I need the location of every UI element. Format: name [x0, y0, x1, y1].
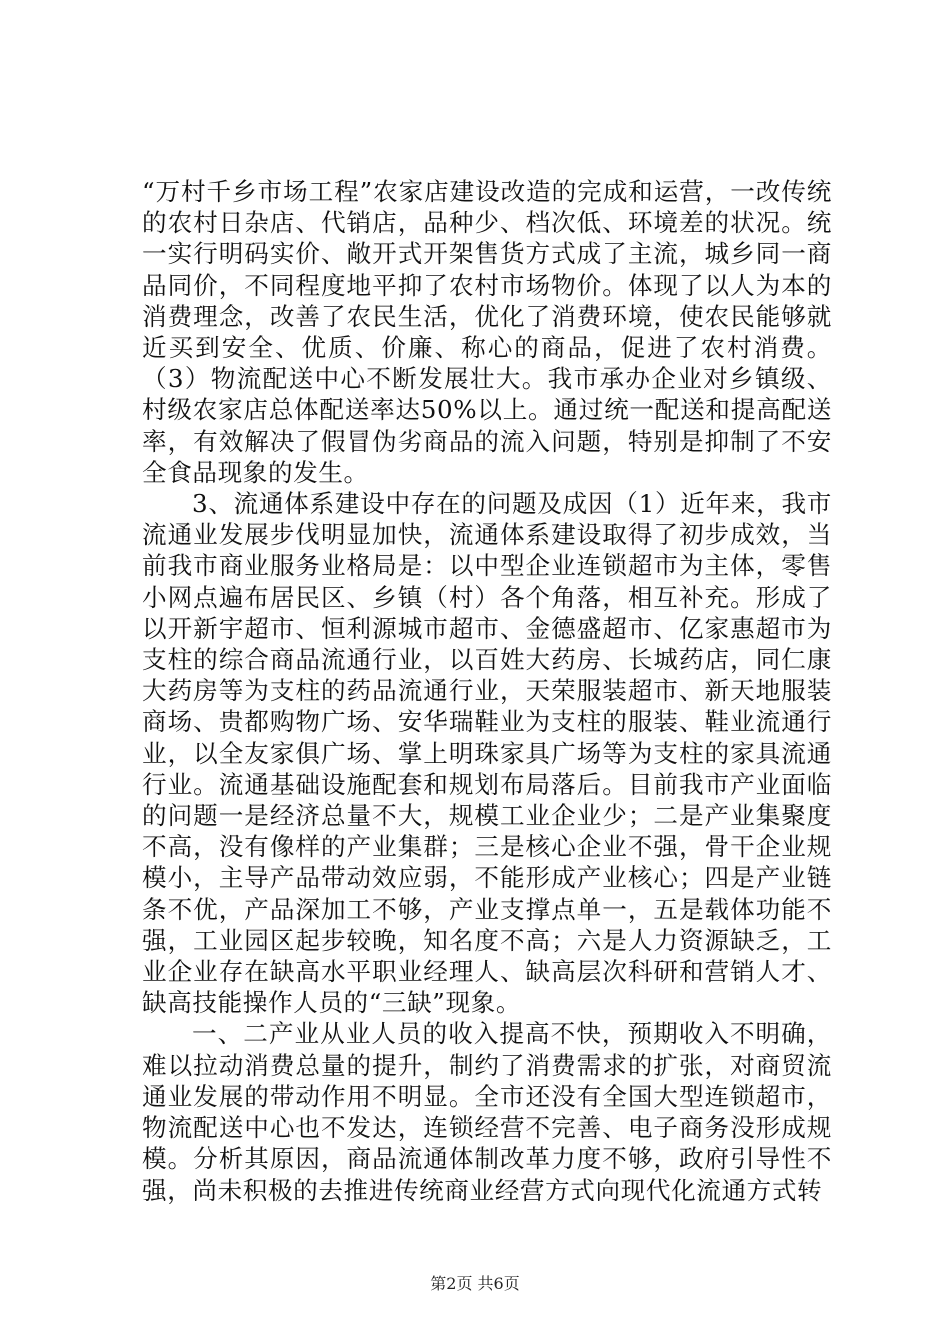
paragraph-1: “万村千乡市场工程”农家店建设改造的完成和运营，一改传统的农村日杂店、代销店，品种少、档次低、环境差的状况。统一实行明码实价、敞开式开架售货方式成了主流，城乡同一商品同价，不同程度地平抑了农村市场物价。体现了以人为本的消费理念，改善了农民生活，优化了消费环境，使农民能够就近买到安全、优质、价廉、称心的商品，促进了农村消费。（3）物流配送中心不断发展壮大。我市承办企业对乡镇级、村级农家店总体配送率达50%以上。通过统一配送和提高配送率，有效解决了假冒伪劣商品的流入问题，特别是抑制了不安全食品现象的发生。	[142, 177, 832, 487]
page-number-footer: 第2页 共6页	[430, 1274, 520, 1293]
document-body	[142, 176, 832, 1206]
paragraph-2: 3、流通体系建设中存在的问题及成因（1）近年来，我市流通业发展步伐明显加快，流通体系建设取得了初步成效，当前我市商业服务业格局是：以中型企业连锁超市为主体，零售小网点遍布居民区、乡镇（村）各个角落，相互补充。形成了以开新宇超市、恒利源城市超市、金德盛超市、亿家惠超市为支柱的综合商品流通行业，以百姓大药房、长城药店，同仁康大药房等为支柱的药品流通行业，天荣服装超市、新天地服装商场、贵都购物广场、安华瑞鞋业为支柱的服装、鞋业流通行业，以全友家俱广场、掌上明珠家具广场等为支柱的家具流通行业。流通基础设施配套和规划布局落后。目前我市产业面临的问题一是经济总量不大，规模工业企业少；二是产业集聚度不高，没有像样的产业集群；三是核心企业不强，骨干企业规模小，主导产品带动效应弱，不能形成产业核心；四是产业链条不优，产品深加工不够，产业支撑点单一，五是载体功能不强，工业园区起步较晚，知名度不高；六是人力资源缺乏，工业企业存在缺高水平职业经理人、缺高层次科研和营销人才、缺高技能操作人员的“三缺”现象。	[142, 489, 832, 1018]
paragraph-3: 一、二产业从业人员的收入提高不快，预期收入不明确，难以拉动消费总量的提升，制约了消费需求的扩张，对商贸流通业发展的带动作用不明显。全市还没有全国大型连锁超市，物流配送中心也不发达，连锁经营不完善、电子商务没形成规模。分析其原因，商品流通体制改革力度不够，政府引导性不强，尚未积极的去推进传统商业经营方式向现代化流通方式转	[142, 1019, 832, 1205]
